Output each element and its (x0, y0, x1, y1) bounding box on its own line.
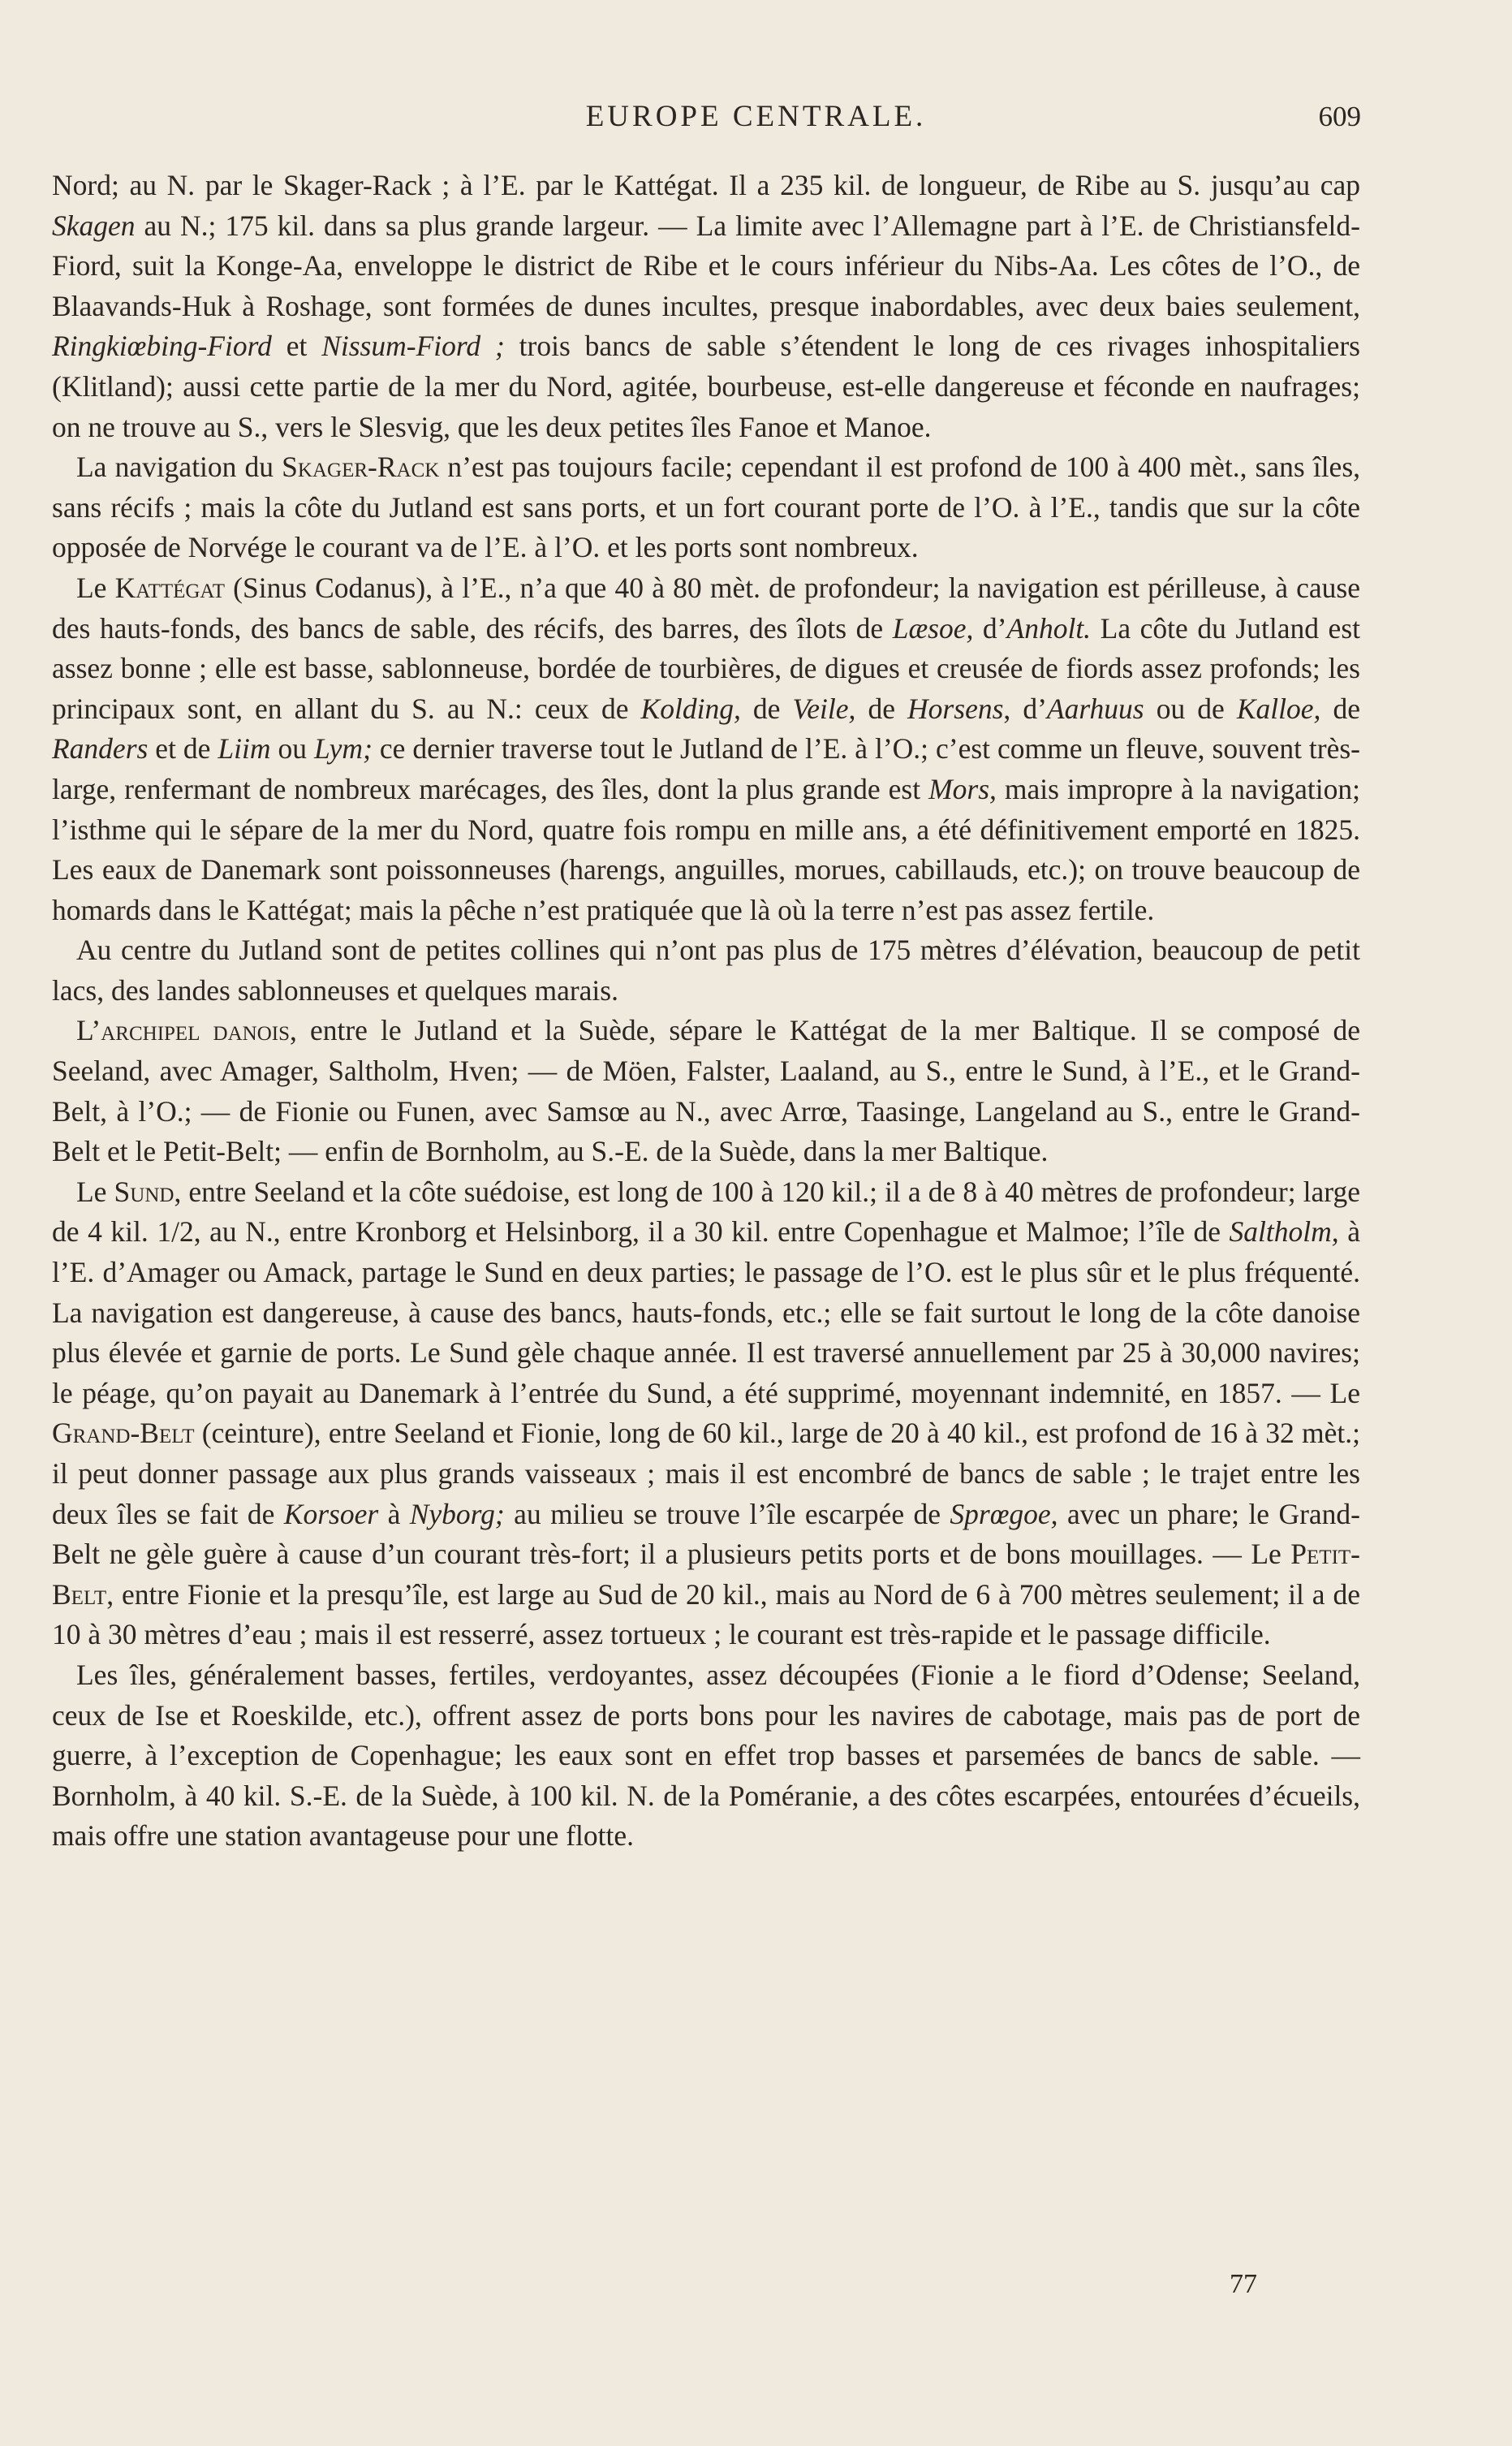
running-title: EUROPE CENTRALE. (585, 100, 927, 133)
paragraph: Le Sund, entre Seeland et la côte suédoise, est long de 100 à 120 kil.; il a de 8 à 40 mètres de profondeur; large de 4 kil. 1/2, au N., entre Kronborg et Helsinborg, il a 30 kil. entre Copenhague et Malmoe; l’île de Saltholm, à l’E. d’Amager ou Amack, partage le Sund en deux parties; le passage de l’O. est le plus sûr et le plus fréquenté. La navigation est dangereuse, à cause des bancs, hauts-fonds, etc.; elle se fait surtout le long de la côte danoise plus élevée et garnie de ports. Le Sund gèle chaque année. Il est traversé annuellement par 25 à 30,000 navires; le péage, qu’on payait au Danemark à l’entrée du Sund, a été supprimé, moyennant indemnité, en 1857. — Le Grand-Belt (ceinture), entre Seeland et Fionie, long de 60 kil., large de 20 à 40 kil., est profond de 16 à 32 mèt.; il peut donner passage aux plus grands vaisseaux ; mais il est encombré de bancs de sable ; le trajet entre les deux îles se fait de Korsoer à Nyborg; au milieu se trouve l’île escarpée de Sprœgoe, avec un phare; le Grand-Belt ne gèle guère à cause d’un courant très-fort; il a plusieurs petits ports et de bons mouillages. — Le Petit-Belt, entre Fionie et la presqu’île, est large au Sud de 20 kil., mais au Nord de 6 à 700 mètres seulement; il a de 10 à 30 mètres d’eau ; mais il est resserré, assez tortueux ; le courant est très-rapide et le passage difficile. (52, 1175, 1360, 1651)
paragraph: Le Kattégat (Sinus Codanus), à l’E., n’a que 40 à 80 mèt. de profondeur; la navigation est périlleuse, à cause des hauts-fonds, des bancs de sable, des récifs, des barres, des îlots de Læsoe, d’Anholt. La côte du Jutland est assez bonne ; elle est basse, sablonneuse, bordée de tourbières, de digues et creusée de fiords assez profonds; les principaux sont, en allant du S. au N.: ceux de Kolding, de Veile, de Horsens, d’Aarhuus ou de Kalloe, de Randers et de Liim ou Lym; ce dernier traverse tout le Jutland de l’E. à l’O.; c’est comme un fleuve, souvent très-large, renfermant de nombreux marécages, des îles, dont la plus grande est Mors, mais impropre à la navigation; l’isthme qui le sépare de la mer du Nord, quatre fois rompu en mille ans, a été définitivement emporté en 1825. Les eaux de Danemark sont poissonneuses (harengs, anguilles, morues, cabillauds, etc.); on trouve beaucoup de homards dans le Kattégat; mais la pêche n’est pratiquée que là où la terre n’est pas assez fertile. (52, 571, 1360, 926)
paragraph: L’archipel danois, entre le Jutland et la Suède, sépare le Kattégat de la mer Baltique. Il se composé de Seeland, avec Amager, Saltholm, Hven; — de Möen, Falster, Laaland, au S., entre le Sund, à l’E., et le Grand-Belt, à l’O.; — de Fionie ou Funen, avec Samsœ au N., avec Arrœ, Taasinge, Langeland au S., entre le Grand-Belt et le Petit-Belt; — enfin de Bornholm, au S.-E. de la Suède, dans la mer Baltique. (52, 1014, 1360, 1168)
paragraph: Au centre du Jutland sont de petites collines qui n’ont pas plus de 175 mètres d’élévation, beaucoup de petit lacs, des landes sablonneuses et quelques marais. (52, 934, 1360, 1007)
paragraph: Nord; au N. par le Skager-Rack ; à l’E. par le Kattégat. Il a 235 kil. de longueur, de Ribe au S. jusqu’au cap Skagen au N.; 175 kil. dans sa plus grande largeur. — La limite avec l’Allemagne part à l’E. de Christiansfeld-Fiord, suit la Konge-Aa, enveloppe le district de Ribe et le cours inférieur du Nibs-Aa. Les côtes de l’O., de Blaavands-Huk à Roshage, sont formées de dunes incultes, presque inabordables, avec deux baies seulement, Ringkiœbing-Fiord et Nissum-Fiord ; trois bancs de sable s’étendent le long de ces rivages inhospitaliers (Klitland); aussi cette partie de la mer du Nord, agitée, bourbeuse, est-elle dangereuse et féconde en naufrages; on ne trouve au S., vers le Slesvig, que les deux petites îles Fanoe et Manoe. (52, 169, 1360, 443)
signature-mark: 77 (1230, 2269, 1257, 2299)
text-body (52, 166, 1360, 1857)
paragraph: La navigation du Skager-Rack n’est pas toujours facile; cependant il est profond de 100 à 400 mèt., sans îles, sans récifs ; mais la côte du Jutland est sans ports, et un fort courant porte de l’O. à l’E., tandis que sur la côte opposée de Norvége le courant va de l’E. à l’O. et les ports sont nombreux. (52, 451, 1361, 564)
page-number: 609 (1318, 101, 1361, 132)
page-header (0, 99, 1512, 148)
paragraph: Les îles, généralement basses, fertiles, verdoyantes, assez découpées (Fionie a le fiord d’Odense; Seeland, ceux de Ise et Roeskilde, etc.), offrent assez de ports bons pour les navires de cabotage, mais pas de port de guerre, à l’exception de Copenhague; les eaux sont en effet trop basses et parsemées de bancs de sable. — Bornholm, à 40 kil. S.-E. de la Suède, à 100 kil. N. de la Poméranie, a des côtes escarpées, entourées d’écueils, mais offre une station avantageuse pour une flotte. (52, 1658, 1360, 1853)
